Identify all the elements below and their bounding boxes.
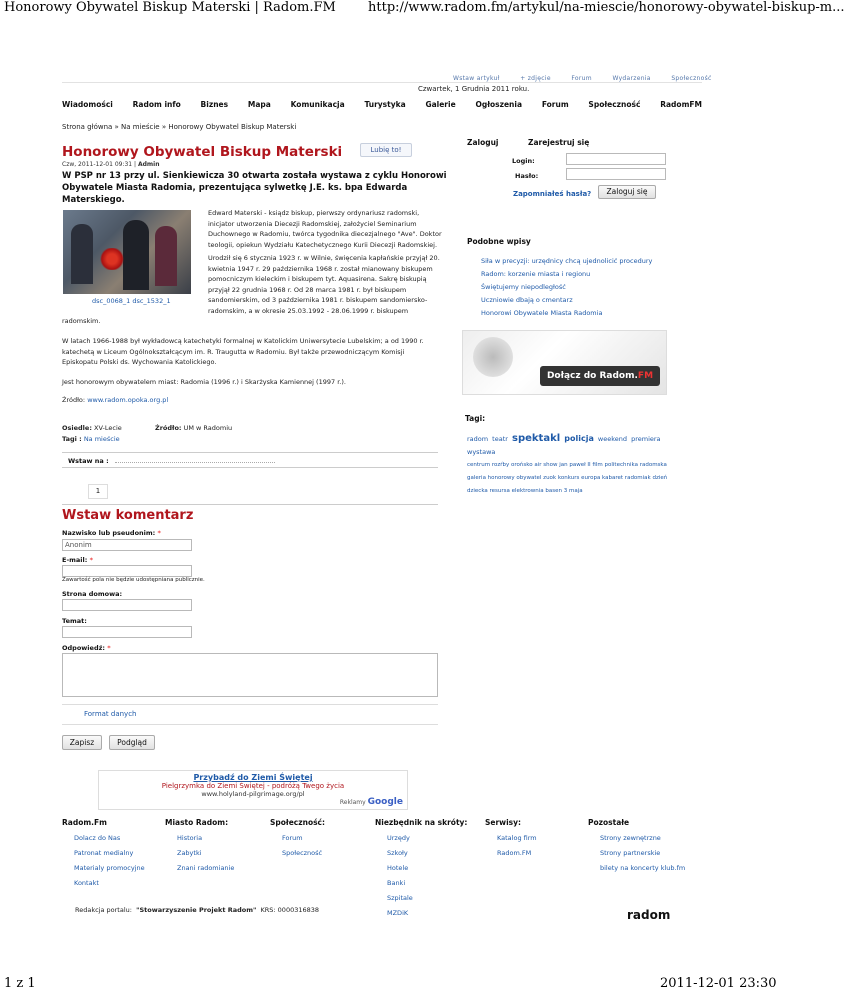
- footer-link[interactable]: Patronat medialny: [74, 849, 134, 857]
- similar-list: [481, 257, 652, 322]
- article-para-2: Urodził się 6 stycznia 1923 r. w Wilnie, święcenia kapłańskie przyjął 20. kwietnia 1947 r. 29 października 1968 r. został mianowany biskupem pomocniczym kieleckim i biskupem tyt. Aquasirena. Sakrę biskupią przyjął 22 grudnia 1968 r. Od 28 marca 1981 r. był biskupem sandomierskim, od 3 października 1981 r. biskupem sandomiersko-radomskim, a w okresie 25.03.1992 - 28.06.1999 r. biskupem: [208, 254, 440, 315]
- article-photo[interactable]: [63, 210, 191, 294]
- print-datetime: 2011-12-01 23:30: [660, 976, 777, 991]
- footer-link[interactable]: Zabytki: [177, 849, 202, 857]
- top-links: [444, 73, 721, 82]
- footer-link[interactable]: Forum: [282, 834, 303, 842]
- like-button[interactable]: Lubię to!: [360, 143, 412, 157]
- nav-wiadomosci[interactable]: Wiadomości: [62, 100, 113, 109]
- join-banner-button[interactable]: Dołącz do Radom.FM: [540, 366, 660, 386]
- footer-link[interactable]: Historia: [177, 834, 203, 842]
- tag-line-4[interactable]: dziecka resursa elektrownia basen 3 maja: [467, 488, 583, 494]
- tag-teatr[interactable]: teatr: [492, 435, 508, 443]
- preview-button[interactable]: Podgląd: [109, 735, 155, 750]
- tag-line-2[interactable]: centrum rozŕby orońsko air show jan paweł II film politechnika radomska: [467, 462, 667, 468]
- nav-forum[interactable]: Forum: [541, 100, 569, 109]
- nav-komunikacja[interactable]: Komunikacja: [290, 100, 345, 109]
- footer-link[interactable]: MZDiK: [387, 909, 409, 917]
- footer-link[interactable]: Katalog firm: [497, 834, 537, 842]
- tag-wystawa[interactable]: wystawa: [467, 448, 496, 456]
- share-label: Wstaw na :: [68, 457, 109, 465]
- breadcrumb: Strona główna » Na mieście » Honorowy Obywatel Biskup Materski: [62, 123, 297, 131]
- footer-col-pozostale: Pozostałe Strony zewnętrzne Strony partnerskie bilety na koncerty klub.fm: [588, 818, 718, 879]
- google-ad: [98, 770, 408, 810]
- homepage-label: Strona domowa:: [62, 590, 123, 598]
- email-input[interactable]: [62, 565, 192, 577]
- top-link-wstaw-artykul[interactable]: Wstaw artykuł: [453, 75, 500, 82]
- footer-link[interactable]: Szkoły: [387, 849, 408, 857]
- password-label: Hasło:: [515, 172, 539, 180]
- google-logo: Google: [367, 797, 403, 807]
- tag-line-1: [467, 432, 682, 459]
- homepage-input[interactable]: [62, 599, 192, 611]
- top-link-zdjecie[interactable]: + zdjęcie: [520, 75, 551, 82]
- footer-link[interactable]: Materialy promocyjne: [74, 864, 145, 872]
- join-banner[interactable]: [462, 330, 667, 395]
- share-icons[interactable]: [115, 462, 275, 463]
- article-para-3: W latach 1966-1988 był wykładowcą katechetyki formalnej w Katolickim Uniwersytecie Lubelskim; a od 1990 r. katechetą w Liceum Ogólnokształcącym im. R. Traugutta w Radomiu. Był także przewodniczącym Komisji Episkopatu Polski ds. Wychowania Katolickiego.: [62, 337, 424, 366]
- tag-spektakl[interactable]: spektakl: [512, 433, 561, 444]
- article-author[interactable]: Admin: [137, 161, 160, 168]
- tag-premiera[interactable]: premiera: [631, 435, 661, 443]
- email-note: Zawartość pola nie będzie udostępniana publicznie.: [62, 577, 205, 583]
- similar-item[interactable]: Siła w precyzji: urzędnicy chcą ujednolicić procedury: [481, 257, 653, 265]
- footer-link[interactable]: Strony zewnętrzne: [600, 834, 661, 842]
- article-lead: W PSP nr 13 przy ul. Sienkiewicza 30 otwarta została wystawa z cyklu Honorowi Obywatele Miasta Radomia, prezentująca sylwetkę J.E. ks. bpa Edwarda Materskiego.: [62, 171, 447, 205]
- ad-title[interactable]: Przybadź do Ziemi Świętej: [193, 773, 313, 782]
- article-para-4: Jest honorowym obywatelem miast: Radomia (1996 r.) i Skarżyska Kamiennej (1997 r.).: [62, 378, 346, 386]
- tag-policja[interactable]: policja: [564, 434, 594, 443]
- footer-link[interactable]: Urzędy: [387, 834, 410, 842]
- login-input[interactable]: [566, 153, 666, 165]
- tag-weekend[interactable]: weekend: [597, 435, 628, 443]
- tag-radom[interactable]: radom: [467, 435, 489, 443]
- top-link-wydarzenia[interactable]: Wydarzenia: [612, 75, 651, 82]
- footer-col-miasto: Miasto Radom: Historia Zabytki Znani radomianie: [165, 818, 275, 879]
- footer-link[interactable]: Hotele: [387, 864, 409, 872]
- nav-turystyka[interactable]: Turystyka: [364, 100, 406, 109]
- forgot-password-link[interactable]: Zapomniałeś hasła?: [513, 190, 592, 198]
- article-source: Źródło: www.radom.opoka.org.pl: [62, 396, 169, 404]
- save-button[interactable]: Zapisz: [62, 735, 102, 750]
- footer-link[interactable]: Radom.FM: [497, 849, 532, 857]
- article-title: Honorowy Obywatel Biskup Materski: [62, 144, 343, 160]
- tag-cloud: [467, 432, 682, 498]
- password-input[interactable]: [566, 168, 666, 180]
- top-link-forum[interactable]: Forum: [571, 75, 592, 82]
- nav-radomfm[interactable]: RadomFM: [660, 100, 702, 109]
- name-label: Nazwisko lub pseudonim: *: [62, 529, 161, 537]
- main-nav: [62, 100, 702, 109]
- tag-line-3[interactable]: galeria honorowy obywatel zuok konkurs europa kabaret radomiak dzień: [467, 475, 668, 481]
- nav-spolecznosc[interactable]: Społeczność: [588, 100, 641, 109]
- join-banner-graphic: [473, 337, 513, 377]
- footer-link[interactable]: Znani radomianie: [177, 864, 235, 872]
- footer-link[interactable]: Dolacz do Nas: [74, 834, 121, 842]
- nav-mapa[interactable]: Mapa: [247, 100, 271, 109]
- nav-radom-info[interactable]: Radom info: [132, 100, 181, 109]
- footer-col-spolecznosc: Społeczność: Forum Społeczność: [270, 818, 370, 864]
- zrodlo: Źródło: UM w Radomiu: [155, 424, 233, 432]
- ad-subtitle: Pielgrzymka do Ziemi Świętej - podróżą Twego życia: [161, 782, 345, 790]
- subject-label: Temat:: [62, 617, 87, 625]
- ad-url[interactable]: www.holyland-pilgrimage.org/pl: [201, 790, 305, 798]
- tag-na-miescie[interactable]: Na mieście: [83, 435, 120, 443]
- subject-input[interactable]: [62, 626, 192, 638]
- similar-item[interactable]: Uczniowie dbają o cmentarz: [481, 296, 573, 304]
- date-line: Czwartek, 1 Grudnia 2011 roku.: [418, 85, 530, 93]
- similar-item[interactable]: Świętujemy niepodległość: [481, 283, 566, 291]
- article-para-1: Edward Materski - ksiądz biskup, pierwszy ordynariusz radomski, inicjator utworzenia Diecezji Radomskiej, założyciel Seminarium Duchownego w Radomiu, twórca tygodnika diecezjalnego "Ave". Doktor teologii, opiekun Wydziału Katechetycznego Kurii Diecezji Radomskiej.: [208, 209, 442, 249]
- comment-heading: Wstaw komentarz: [62, 508, 194, 523]
- email-label: E-mail: *: [62, 556, 94, 564]
- similar-item[interactable]: Honorowi Obywatele Miasta Radomia: [481, 309, 603, 317]
- article-para-2-end: radomskim.: [62, 317, 101, 325]
- article-source-link[interactable]: www.radom.opoka.org.pl: [87, 396, 169, 404]
- article-meta: [62, 161, 160, 168]
- name-input[interactable]: Anonim: [62, 539, 192, 551]
- nav-biznes[interactable]: Biznes: [200, 100, 229, 109]
- footer-col-serwisy: Serwisy: Katalog firm Radom.FM: [485, 818, 585, 864]
- print-page-title: Honorowy Obywatel Biskup Materski | Radom.FM: [4, 0, 336, 15]
- footer-link[interactable]: Banki: [387, 879, 406, 887]
- footer-link[interactable]: Społeczność: [282, 849, 323, 857]
- footer-link[interactable]: Kontakt: [74, 879, 99, 887]
- similar-heading: Podobne wpisy: [467, 237, 531, 246]
- print-page-number: 1 z 1: [4, 976, 36, 991]
- footer-link[interactable]: bilety na koncerty klub.fm: [600, 864, 686, 872]
- register-tab[interactable]: Zarejestruj się: [528, 138, 590, 147]
- login-tab[interactable]: Zaloguj: [467, 138, 499, 147]
- footer-col-radomfm: Radom.Fm Dolacz do Nas Patronat medialny Materialy promocyjne Kontakt: [62, 818, 182, 894]
- article-tags: Tagi : Na mieście: [62, 435, 120, 443]
- reply-textarea[interactable]: [62, 653, 438, 697]
- pager-page-1[interactable]: 1: [88, 484, 108, 499]
- nav-galerie[interactable]: Galerie: [425, 100, 456, 109]
- footer-logo[interactable]: radom: [627, 908, 671, 922]
- nav-ogloszenia[interactable]: Ogłoszenia: [475, 100, 523, 109]
- photo-caption[interactable]: dsc_0068_1 dsc_1532_1: [92, 297, 171, 305]
- similar-item[interactable]: Radom: korzenie miasta i regionu: [481, 270, 591, 278]
- login-label: Login:: [512, 157, 535, 165]
- print-page-url: http://www.radom.fm/artykul/na-miescie/honorowy-obywatel-biskup-m...: [368, 0, 845, 15]
- login-submit-button[interactable]: Zaloguj się: [598, 185, 656, 199]
- footer-col-niezbednik: Niezbędnik na skróty: Urzędy Szkoły Hotele Banki Szpitale MZDiK: [375, 818, 485, 924]
- top-link-spolecznosc[interactable]: Społeczność: [671, 75, 712, 82]
- osiedle: Osiedle: XV-Lecie: [62, 424, 122, 432]
- tags-heading: Tagi:: [465, 414, 486, 423]
- format-link[interactable]: Format danych: [84, 710, 137, 718]
- footer-link[interactable]: Szpitale: [387, 894, 413, 902]
- article-date: Czw, 2011-12-01 09:31 |: [62, 161, 137, 168]
- footer-link[interactable]: Strony partnerskie: [600, 849, 661, 857]
- ad-reklamy[interactable]: Reklamy Google: [339, 797, 403, 807]
- reply-label: Odpowiedź: *: [62, 644, 111, 652]
- footer-redakcja: Redakcja portalu: "Stowarzyszenie Projekt Radom" KRS: 0000316838: [75, 906, 320, 914]
